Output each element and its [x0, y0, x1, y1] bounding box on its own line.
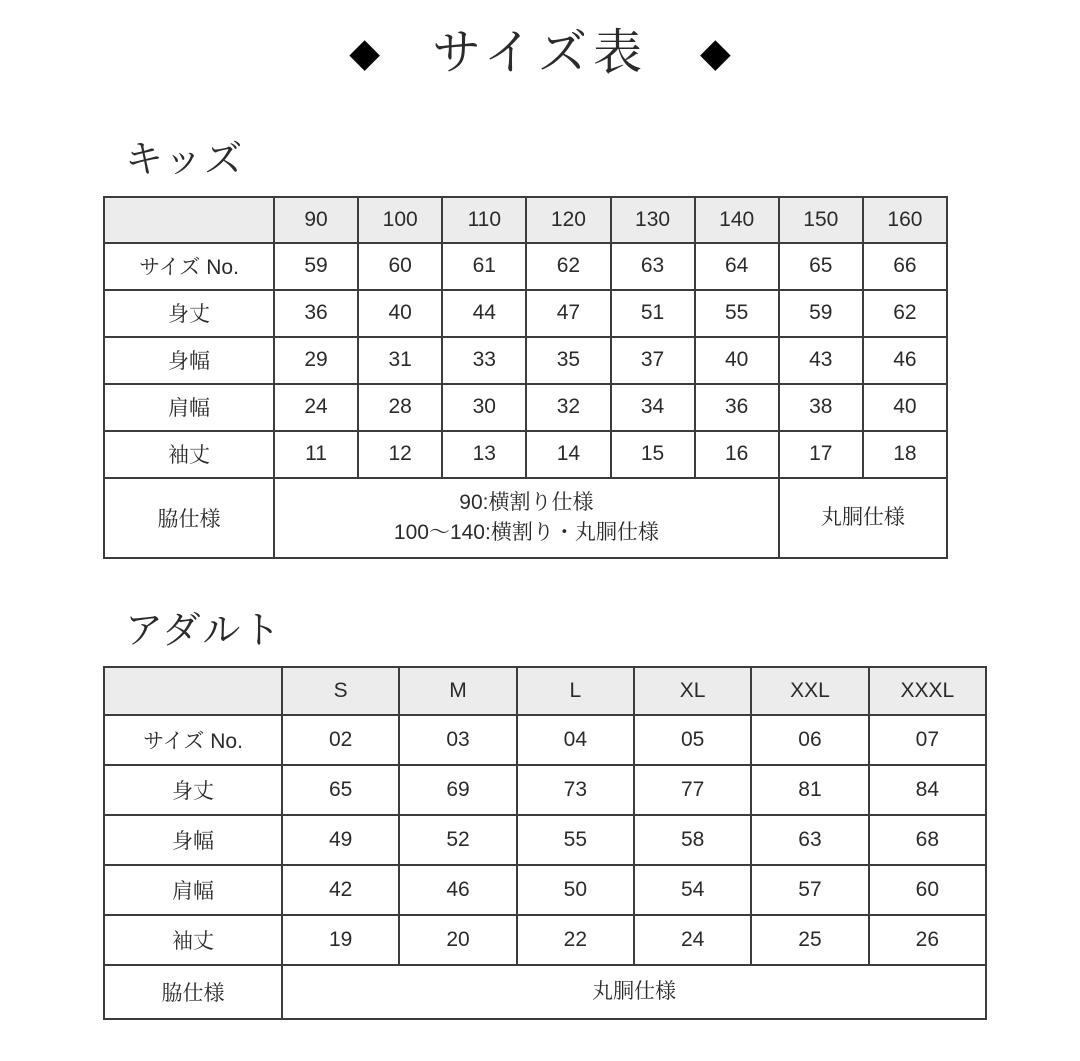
- size-value-cell: 73: [517, 765, 634, 815]
- size-value-cell: 05: [634, 715, 751, 765]
- table-row: [104, 865, 986, 915]
- size-value-cell: 55: [517, 815, 634, 865]
- size-value-cell: 81: [751, 765, 868, 815]
- size-value-cell: 03: [399, 715, 516, 765]
- corner-cell: [104, 197, 274, 243]
- column-header: XL: [634, 667, 751, 715]
- size-value-cell: 50: [517, 865, 634, 915]
- size-value-cell: 17: [779, 431, 863, 478]
- size-value-cell: 44: [442, 290, 526, 337]
- size-value-cell: 46: [399, 865, 516, 915]
- size-value-cell: 28: [358, 384, 442, 431]
- size-value-cell: 63: [611, 243, 695, 290]
- table-row: [104, 431, 947, 478]
- spec-text-line: 90:横割り仕様: [459, 490, 594, 514]
- size-value-cell: 11: [274, 431, 358, 478]
- size-value-cell: 55: [695, 290, 779, 337]
- column-header: 130: [611, 197, 695, 243]
- row-label: 肩幅: [104, 384, 274, 431]
- size-value-cell: 62: [526, 243, 610, 290]
- size-value-cell: 26: [869, 915, 986, 965]
- column-header: S: [282, 667, 399, 715]
- spec-text-line: 丸胴仕様: [820, 505, 905, 529]
- row-label: 袖丈: [104, 915, 282, 965]
- size-value-cell: 36: [274, 290, 358, 337]
- size-value-cell: 29: [274, 337, 358, 384]
- size-value-cell: 36: [695, 384, 779, 431]
- spec-text-line: 100〜140:横割り・丸胴仕様: [393, 520, 659, 544]
- size-value-cell: 14: [526, 431, 610, 478]
- column-header: 90: [274, 197, 358, 243]
- size-value-cell: 77: [634, 765, 751, 815]
- size-value-cell: 59: [779, 290, 863, 337]
- size-value-cell: 60: [358, 243, 442, 290]
- row-label: 身幅: [104, 337, 274, 384]
- column-header: 140: [695, 197, 779, 243]
- header-row: [104, 197, 947, 243]
- size-value-cell: 66: [863, 243, 947, 290]
- size-value-cell: 20: [399, 915, 516, 965]
- size-value-cell: 32: [526, 384, 610, 431]
- row-label: 身丈: [104, 765, 282, 815]
- column-header: L: [517, 667, 634, 715]
- size-value-cell: 61: [442, 243, 526, 290]
- row-label: 身丈: [104, 290, 274, 337]
- row-label: 袖丈: [104, 431, 274, 478]
- column-header: XXL: [751, 667, 868, 715]
- size-value-cell: 65: [779, 243, 863, 290]
- size-value-cell: 52: [399, 815, 516, 865]
- size-value-cell: 24: [274, 384, 358, 431]
- size-value-cell: 02: [282, 715, 399, 765]
- size-value-cell: 07: [869, 715, 986, 765]
- page-title-text: サイズ表: [431, 25, 649, 80]
- size-value-cell: 38: [779, 384, 863, 431]
- size-value-cell: 34: [611, 384, 695, 431]
- kids-size-table: [103, 196, 948, 559]
- size-value-cell: 25: [751, 915, 868, 965]
- row-label: 脇仕様: [104, 965, 282, 1019]
- size-value-cell: 13: [442, 431, 526, 478]
- column-header: 110: [442, 197, 526, 243]
- adult-size-table: [103, 666, 987, 1020]
- size-value-cell: 35: [526, 337, 610, 384]
- size-value-cell: 57: [751, 865, 868, 915]
- size-value-cell: 58: [634, 815, 751, 865]
- table-row: [104, 337, 947, 384]
- size-value-cell: 46: [863, 337, 947, 384]
- row-label: 肩幅: [104, 865, 282, 915]
- size-value-cell: 40: [695, 337, 779, 384]
- size-value-cell: 64: [695, 243, 779, 290]
- diamond-right-icon: ◆: [700, 31, 731, 75]
- row-label: サイズ No.: [104, 243, 274, 290]
- corner-cell: [104, 667, 282, 715]
- row-label: サイズ No.: [104, 715, 282, 765]
- column-header: 160: [863, 197, 947, 243]
- table-row: [104, 815, 986, 865]
- size-value-cell: 59: [274, 243, 358, 290]
- table-row: [104, 765, 986, 815]
- spec-cell: [779, 478, 947, 558]
- row-label: 脇仕様: [104, 478, 274, 558]
- size-value-cell: 12: [358, 431, 442, 478]
- size-value-cell: 16: [695, 431, 779, 478]
- size-value-cell: 06: [751, 715, 868, 765]
- column-header: 100: [358, 197, 442, 243]
- spec-cell: [274, 478, 779, 558]
- diamond-left-icon: ◆: [349, 31, 380, 75]
- size-value-cell: 15: [611, 431, 695, 478]
- spec-row: [104, 478, 947, 558]
- table-row: [104, 290, 947, 337]
- size-value-cell: 31: [358, 337, 442, 384]
- size-value-cell: 47: [526, 290, 610, 337]
- size-value-cell: 18: [863, 431, 947, 478]
- spec-text-line: 丸胴仕様: [592, 980, 676, 1004]
- size-value-cell: 65: [282, 765, 399, 815]
- spec-row: [104, 965, 986, 1019]
- size-value-cell: 04: [517, 715, 634, 765]
- size-value-cell: 60: [869, 865, 986, 915]
- table-row: [104, 243, 947, 290]
- section-label-kids: キッズ: [125, 139, 245, 181]
- size-value-cell: 30: [442, 384, 526, 431]
- size-value-cell: 37: [611, 337, 695, 384]
- size-value-cell: 40: [863, 384, 947, 431]
- column-header: 120: [526, 197, 610, 243]
- column-header: 150: [779, 197, 863, 243]
- page-title: [0, 0, 1080, 92]
- size-value-cell: 22: [517, 915, 634, 965]
- size-value-cell: 68: [869, 815, 986, 865]
- size-value-cell: 33: [442, 337, 526, 384]
- size-value-cell: 69: [399, 765, 516, 815]
- size-value-cell: 54: [634, 865, 751, 915]
- size-value-cell: 43: [779, 337, 863, 384]
- content-area: [103, 138, 1080, 1020]
- column-header: XXXL: [869, 667, 986, 715]
- size-value-cell: 24: [634, 915, 751, 965]
- size-value-cell: 84: [869, 765, 986, 815]
- table-row: [104, 915, 986, 965]
- column-header: M: [399, 667, 516, 715]
- table-row: [104, 384, 947, 431]
- size-value-cell: 19: [282, 915, 399, 965]
- size-value-cell: 51: [611, 290, 695, 337]
- header-row: [104, 667, 986, 715]
- size-value-cell: 40: [358, 290, 442, 337]
- size-value-cell: 62: [863, 290, 947, 337]
- size-value-cell: 42: [282, 865, 399, 915]
- row-label: 身幅: [104, 815, 282, 865]
- table-row: [104, 715, 986, 765]
- section-label-adult: アダルト: [125, 609, 283, 652]
- size-value-cell: 49: [282, 815, 399, 865]
- size-value-cell: 63: [751, 815, 868, 865]
- spec-cell: [282, 965, 986, 1019]
